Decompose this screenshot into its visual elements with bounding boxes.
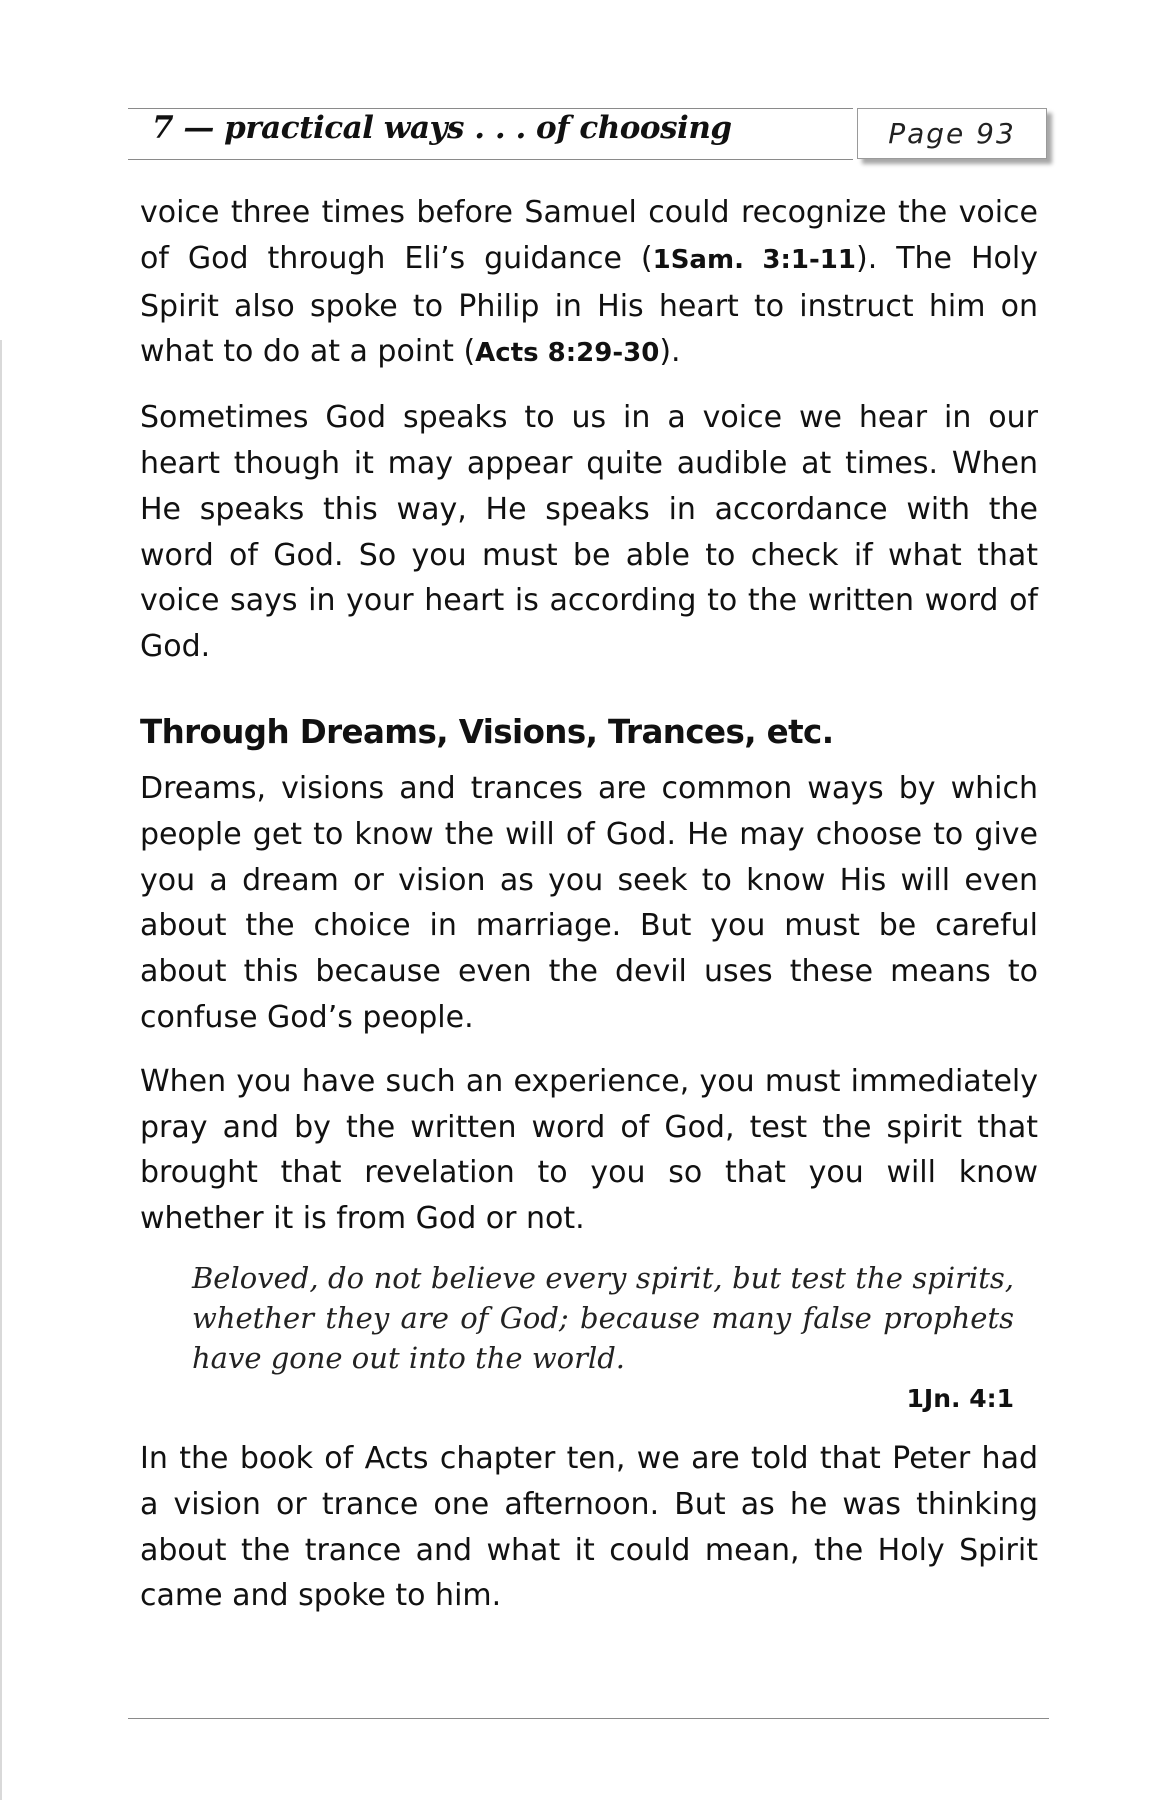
scripture-quote-reference: 1Jn. 4:1 [906,1383,1014,1413]
chapter-title: 7 — practical ways . . . of choosing [152,110,732,146]
scripture-quote-text: Beloved, do not believe every spirit, but test the spirits, whether they are of God; because many false prophets have gone out into the world. [192,1260,1014,1375]
header-rule-bottom [128,159,853,160]
scripture-reference: Acts 8:29-30 [475,338,660,369]
paragraph-1 [140,190,1038,377]
paragraph-1-text-a: voice three times before Samuel could recognize the voice of God through Eli’s guidance ( [140,195,1038,276]
page-edge-shadow [0,340,2,1800]
paragraph-2: Sometimes God speaks to us in a voice we hear in our heart though it may appear quite audible at times. When He speaks this way, He speaks in accordance with the word of God. So you must be able to check if what that voice says in your heart is according to the written word of God. [140,400,1038,665]
paragraph-4: When you have such an experience, you must immediately pray and by the written word of God, test the spirit that brought that revelation to you so that you will know whether it is from God or not. [140,1063,1038,1237]
paragraph-1-text-b: ). The Holy Spirit also spoke to Philip in His heart to instruct him on what to do at a point ( [140,240,1038,370]
header-rule-top [128,108,853,109]
paragraph-1-text-c: ). [659,334,681,370]
paragraph-3: Dreams, visions and trances are common ways by which people get to know the will of God. He may choose to give you a dream or vision as you seek to know His will even about the choice in marriage. But you must be careful about this because even the devil uses these means to confuse God’s people. [140,770,1038,1035]
paragraph-5: In the book of Acts chapter ten, we are told that Peter had a vision or trance one afternoon. But as he was thinking about the trance and what it could mean, the Holy Spirit came and spoke to him. [140,1440,1038,1614]
footer-rule [128,1718,1049,1719]
section-heading: Through Dreams, Visions, Trances, etc. [140,712,834,751]
scripture-reference: 1Sam. 3:1-11 [652,244,856,275]
page-body [140,190,1038,1637]
page-number: Page 93 [888,117,1016,150]
page-number-box [857,108,1047,159]
scripture-quote [192,1258,1014,1418]
